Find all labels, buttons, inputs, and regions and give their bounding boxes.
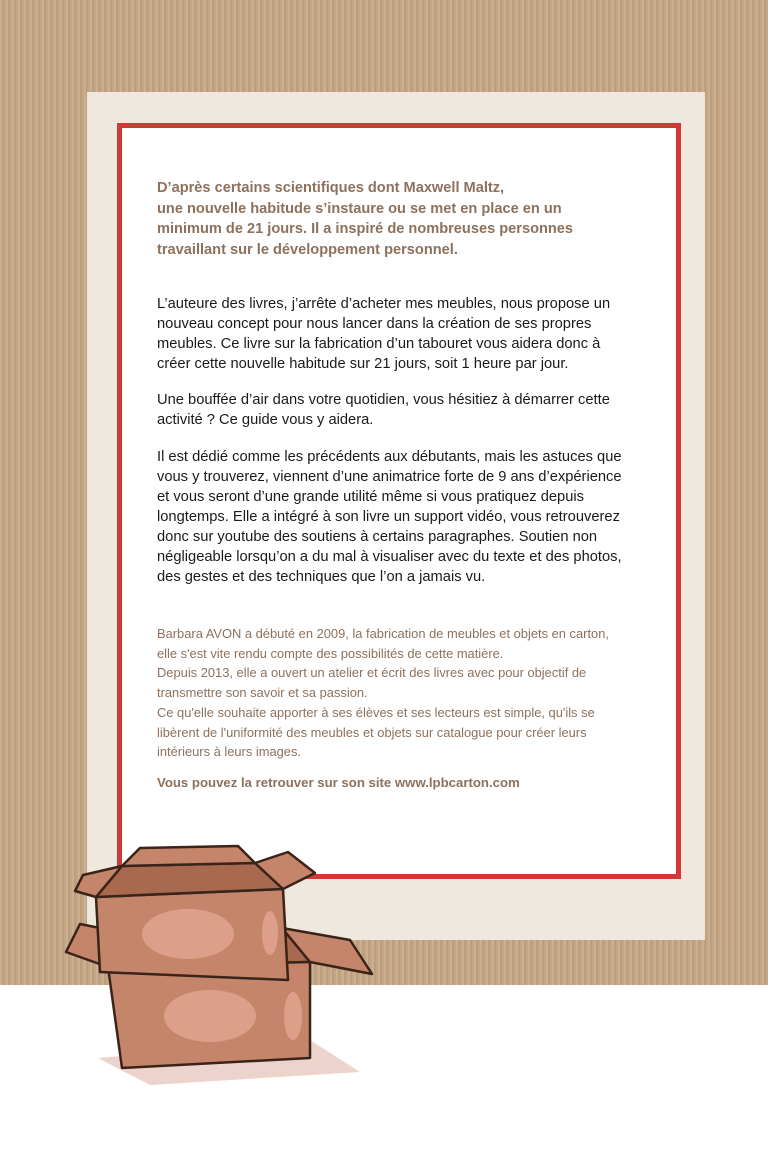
bio-line: intérieurs à leurs images. [157,744,302,760]
intro-line: D’après certains scientifiques dont Maxwell Maltz, [157,180,505,196]
author-bio [157,624,649,762]
bio-line: transmettre son savoir et sa passion. [157,685,368,701]
bio-line: Depuis 2013, elle a ouvert un atelier et écrit des livres avec pour objectif de [157,665,587,681]
intro-line: travaillant sur le développement personnel. [157,241,458,258]
body-paragraph-1 [157,294,649,374]
body-line: négligeable lorsqu’on a du mal à visualiser avec du texte et des photos, [157,549,622,565]
body-line: Une bouffée d’air dans votre quotidien, vous hésitiez à démarrer cette [157,392,610,408]
bio-line: Ce qu'elle souhaite apporter à ses élèves et ses lecteurs est simple, qu'ils se [157,704,595,720]
body-line: meubles. Ce livre sur la fabrication d’un tabouret vous aidera donc à [157,336,601,352]
top-box-icon [75,846,315,980]
cardboard-boxes-illustration [60,840,380,1110]
body-line: et vous seront d’une grande utilité même si vous pratiquez depuis [157,489,584,505]
bio-line: elle s'est vite rendu compte des possibilités de cette matière. [157,645,504,661]
intro-paragraph [157,178,649,260]
body-paragraph-3 [157,447,649,587]
body-line: vous y trouverez, viennent d’une animatrice forte de 9 ans d’expérience [157,469,622,485]
website-line: Vous pouvez la retrouver sur son site www.lpbcarton.com [157,775,520,790]
body-line: nouveau concept pour nous lancer dans la création de ses propres [157,316,592,332]
body-line: longtemps. Elle a intégré à son livre un support vidéo, vous retrouverez [157,509,620,525]
body-line: des gestes et des techniques que l’on a jamais vu. [157,569,486,585]
bio-line: libèrent de l'uniformité des meubles et objets sur catalogue pour créer leurs [157,724,587,740]
body-paragraph-2 [157,390,649,430]
body-line: créer cette nouvelle habitude sur 21 jours, soit 1 heure par jour. [157,356,569,372]
bio-line: Barbara AVON a débuté en 2009, la fabrication de meubles et objets en carton, [157,626,609,641]
body-line: donc sur youtube des soutiens à certains paragraphes. Soutien non [157,529,598,545]
intro-line: une nouvelle habitude s’instaure ou se met en place en un [157,200,562,217]
body-line: Il est dédié comme les précédents aux débutants, mais les astuces que [157,449,622,465]
body-line: L’auteure des livres, j’arrête d’acheter mes meubles, nous propose un [157,296,611,312]
intro-line: minimum de 21 jours. Il a inspiré de nombreuses personnes [157,221,574,237]
body-line: activité ? Ce guide vous y aidera. [157,412,374,428]
